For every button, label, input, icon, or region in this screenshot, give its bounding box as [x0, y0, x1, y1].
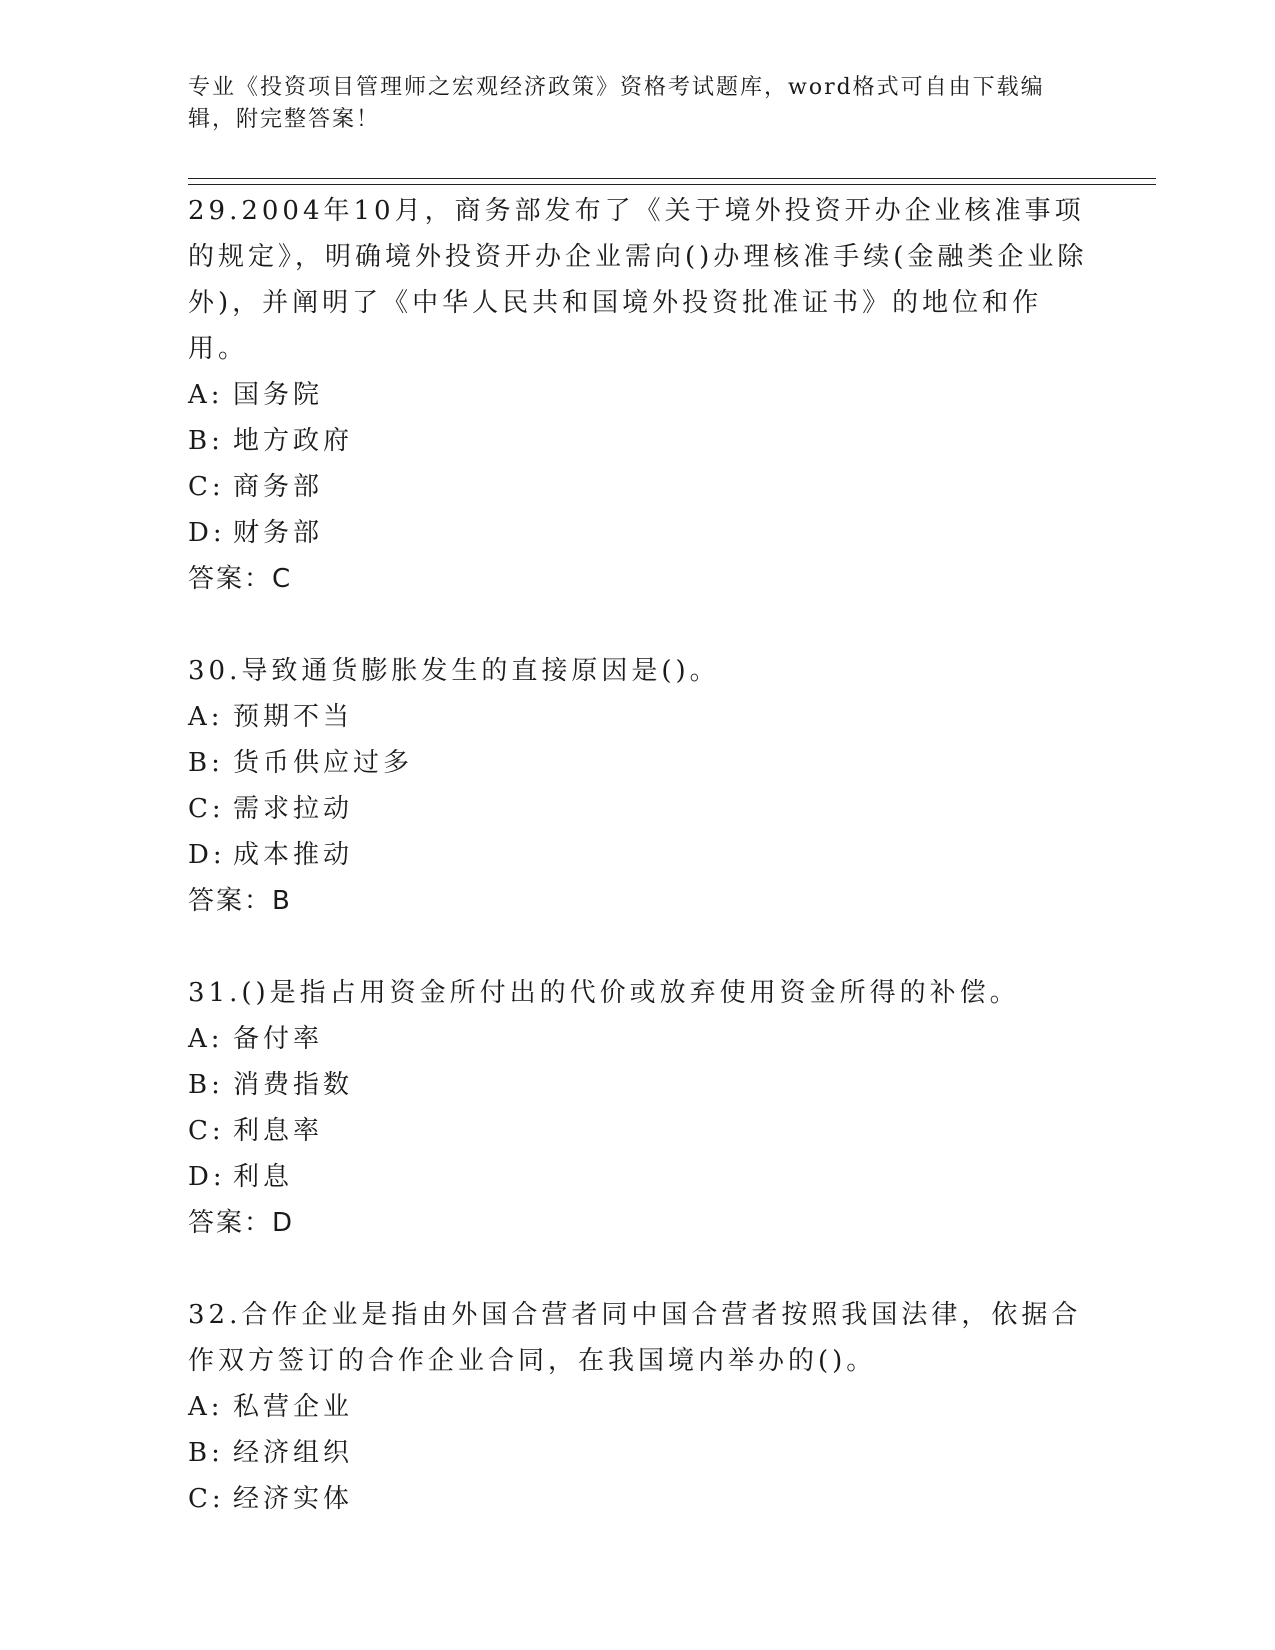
option-text: 商务部	[233, 472, 324, 502]
option-d	[188, 832, 1088, 878]
document-header: 专业《投资项目管理师之宏观经济政策》资格考试题库，word格式可自由下载编辑，附完整答案！	[188, 75, 1045, 132]
question-stem: 30.导致通货膨胀发生的直接原因是()。	[188, 656, 720, 686]
option-letter: C:	[188, 794, 225, 824]
option-letter: D:	[188, 1162, 226, 1192]
option-text: 利息	[233, 1162, 294, 1192]
option-letter: A:	[188, 1024, 224, 1054]
option-a	[188, 372, 1088, 418]
option-c	[188, 1476, 1088, 1522]
option-text: 地方政府	[233, 426, 354, 456]
option-c	[188, 786, 1088, 832]
question-32	[188, 1292, 1088, 1522]
option-text: 财务部	[233, 518, 324, 548]
option-c	[188, 1108, 1088, 1154]
header-rule-bottom	[188, 184, 1156, 185]
option-a	[188, 1384, 1088, 1430]
option-letter: A:	[188, 702, 224, 732]
option-b	[188, 418, 1088, 464]
option-text: 成本推动	[233, 840, 354, 870]
question-stem: 32.合作企业是指由外国合营者同中国合营者按照我国法律，依据合作双方签订的合作企业合同，在我国境内举办的()。	[188, 1300, 1082, 1376]
option-c	[188, 464, 1088, 510]
option-letter: C:	[188, 1116, 225, 1146]
option-letter: C:	[188, 1484, 225, 1514]
option-a	[188, 694, 1088, 740]
question-stem: 29.2004年10月，商务部发布了《关于境外投资开办企业核准事项的规定》，明确境外投资开办企业需向()办理核准手续(金融类企业除外)，并阐明了《中华人民共和国境外投资批准证书》的地位和作用。	[188, 196, 1088, 364]
option-text: 私营企业	[233, 1392, 354, 1422]
question-stem: 31.()是指占用资金所付出的代价或放弃使用资金所得的补偿。	[188, 978, 1020, 1008]
answer-line: 答案：D	[188, 1208, 295, 1238]
option-letter: B:	[188, 1438, 224, 1468]
option-letter: B:	[188, 426, 224, 456]
option-b	[188, 740, 1088, 786]
option-letter: C:	[188, 472, 225, 502]
option-text: 经济实体	[233, 1484, 354, 1514]
question-30	[188, 648, 1088, 924]
option-letter: D:	[188, 840, 226, 870]
option-text: 利息率	[233, 1116, 324, 1146]
option-text: 预期不当	[233, 702, 354, 732]
option-letter: A:	[188, 1392, 224, 1422]
option-letter: D:	[188, 518, 226, 548]
option-a	[188, 1016, 1088, 1062]
option-text: 备付率	[233, 1024, 324, 1054]
option-text: 需求拉动	[233, 794, 354, 824]
option-text: 经济组织	[233, 1438, 354, 1468]
option-b	[188, 1062, 1088, 1108]
header-rule-top	[188, 178, 1156, 179]
answer-line: 答案：C	[188, 564, 293, 594]
question-31	[188, 970, 1088, 1246]
question-29	[188, 188, 1088, 602]
option-d	[188, 1154, 1088, 1200]
option-text: 国务院	[233, 380, 324, 410]
answer-line: 答案：B	[188, 886, 292, 916]
option-d	[188, 510, 1088, 556]
option-letter: B:	[188, 748, 224, 778]
option-letter: B:	[188, 1070, 224, 1100]
option-text: 消费指数	[233, 1070, 354, 1100]
question-list	[188, 188, 1088, 1522]
option-text: 货币供应过多	[233, 748, 414, 778]
option-letter: A:	[188, 380, 224, 410]
option-b	[188, 1430, 1088, 1476]
